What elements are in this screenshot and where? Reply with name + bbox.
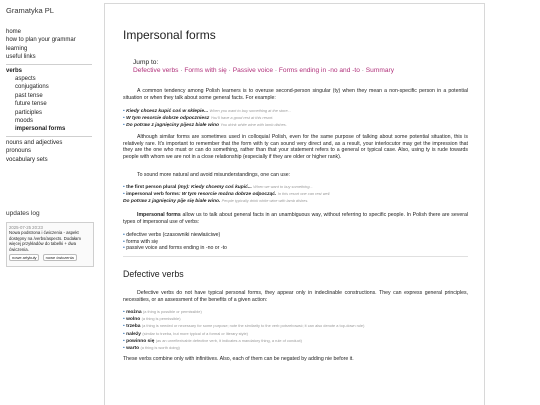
defective-paragraph: Defective verbs do not have typical personal forms, they appear only in indeclinable constructions. They can express general principles, necessities, or an assessment of the benefits of a given action: bbox=[123, 290, 468, 303]
nav-verbs[interactable]: verbs bbox=[6, 67, 23, 74]
jump-link-defective-verbs[interactable]: Defective verbs bbox=[133, 67, 179, 74]
nav-vocabulary-sets[interactable]: vocabulary sets bbox=[6, 156, 48, 163]
jump-to bbox=[133, 59, 394, 74]
jump-link-summary[interactable]: Summary bbox=[365, 67, 394, 74]
example-item: • W tym resorcie dobrze odpoczniesz You'll have a good rest at this resort. bbox=[123, 115, 274, 122]
defective-item: • trzeba (a thing is needed or necessary for some purpose; note the similarity to the verb potrzebować; it can also denote a top-down rule) bbox=[123, 323, 365, 330]
nav-future-tense[interactable]: future tense bbox=[15, 101, 47, 108]
alternative-item: • the first person plural (my): Kiedy chcemy coś kupić... When we want to buy something... bbox=[123, 184, 313, 190]
page-title: Impersonal forms bbox=[123, 28, 216, 42]
jump-link-forms-with-sie[interactable]: Forms with się bbox=[184, 67, 227, 74]
nav-aspects[interactable]: aspects bbox=[15, 76, 36, 83]
type-item: • passive voice and forms ending in -no or -to bbox=[123, 245, 227, 252]
nav-useful-links[interactable]: useful links bbox=[6, 54, 36, 61]
type-item: • forms with się bbox=[123, 238, 158, 245]
site-title[interactable]: Gramatyka PL bbox=[6, 6, 54, 15]
section-title-defective-verbs: Defective verbs bbox=[123, 269, 184, 279]
defective-item: • należy (similar to trzeba, but more typical of a formal or literary style) bbox=[123, 330, 248, 337]
nav-moods[interactable]: moods bbox=[15, 118, 34, 125]
defective-item: • można (a thing is possible or permissible) bbox=[123, 309, 202, 315]
alternative-item: Do potraw z jagnięciny pije się białe wino. People typically drink white wine with lamb dishes. bbox=[123, 198, 309, 205]
defective-closing-paragraph: These verbs combine only with infinitives. Also, each of them can be negated by adding nie before it. bbox=[123, 356, 354, 362]
nav-divider bbox=[6, 64, 92, 65]
section-divider bbox=[123, 256, 468, 257]
tag-new-articles[interactable]: nowe artykuły bbox=[9, 254, 39, 261]
intro-paragraph-2: Although similar forms are sometimes used in colloquial Polish, even for the same purpose of talking about some potential situation, this is relatively rare. It's important to remember that the form with ty can sound very direct and, as a result, your interlocutor may get the impression that they are the one who must or can do something, rather than that your statement refers to a general or typical case. Also, using ty is rude towards people with whom we are not in a close relationship (especially if they are older or higher rank). bbox=[123, 134, 468, 160]
alternative-item: • impersonal verb forms: W tym resorcie można dobrze odpocząć. In this resort one can rest well. bbox=[123, 191, 331, 198]
update-entry bbox=[6, 222, 94, 267]
defective-item: • wolno (a thing is permissible) bbox=[123, 316, 181, 323]
nav-past-tense[interactable]: past tense bbox=[15, 92, 43, 99]
tag-new-exercises[interactable]: nowe ćwiczenia bbox=[43, 254, 77, 261]
intro-paragraph-3: To sound more natural and avoid misunderstandings, one can use: bbox=[137, 172, 291, 178]
jump-links: Defective verbs · Forms with się · Passive voice · Forms ending in -no and -to · Summary bbox=[133, 67, 394, 74]
update-tags bbox=[9, 254, 91, 261]
nav-home[interactable]: home bbox=[6, 29, 22, 35]
alternatives-list bbox=[123, 184, 468, 206]
defective-verbs-list bbox=[123, 309, 468, 352]
nav-divider bbox=[6, 136, 92, 137]
jump-to-label: Jump to: bbox=[133, 59, 159, 66]
update-date: 2025-07-25 20:23 bbox=[9, 225, 43, 230]
nav-plan-learning[interactable]: how to plan your grammar learning bbox=[6, 37, 76, 52]
nav-conjugations[interactable]: conjugations bbox=[15, 84, 49, 91]
defective-item: • warto (a thing is worth doing) bbox=[123, 345, 180, 352]
main-content bbox=[104, 3, 485, 405]
nav-impersonal-forms[interactable]: impersonal forms bbox=[15, 126, 66, 133]
nav-participles[interactable]: participles bbox=[15, 109, 43, 116]
intro-paragraph-1: A common tendency among Polish learners is to overuse second-person singular (ty) when they mean a non-specific person in a potential situation or when they talk about some general facts. For example: bbox=[123, 88, 468, 101]
jump-link-passive-voice[interactable]: Passive voice bbox=[232, 67, 274, 74]
nav-pronouns[interactable]: pronouns bbox=[6, 148, 32, 155]
jump-link-no-to-forms[interactable]: Forms ending in -no and -to bbox=[278, 67, 360, 74]
type-item: • defective verbs (czasowniki niewłaściwe) bbox=[123, 232, 221, 238]
nav-nouns-adjectives[interactable]: nouns and adjectives bbox=[6, 139, 63, 146]
example-item: • Kiedy chcesz kupić coś w sklepie... When you want to buy something at the store... bbox=[123, 108, 291, 114]
examples-list-1 bbox=[123, 108, 468, 130]
sidebar-nav bbox=[6, 28, 98, 164]
impersonal-types-list bbox=[123, 232, 468, 252]
update-text: Nowa podstrona i ćwiczenia - aspekt dostępny na /verbs/aspects. Dodałam więcej przykładów do tabelki + dwa ćwiczenia. bbox=[9, 230, 81, 252]
sidebar bbox=[0, 0, 100, 405]
example-item: • Do potraw z jagnięciny pijesz białe wino You drink white wine with lamb dishes. bbox=[123, 122, 287, 129]
defective-item: • powinno się (as an unreflexivable defective verb, it indicates a mandatory thing, a rule of conduct) bbox=[123, 337, 302, 344]
updates-log-title: updates log bbox=[6, 210, 40, 217]
impersonal-intro-paragraph: Impersonal forms allow us to talk about general facts in an unambiguous way, without referring to specific people. In Polish there are several types of impersonal use of verbs: bbox=[123, 212, 468, 225]
